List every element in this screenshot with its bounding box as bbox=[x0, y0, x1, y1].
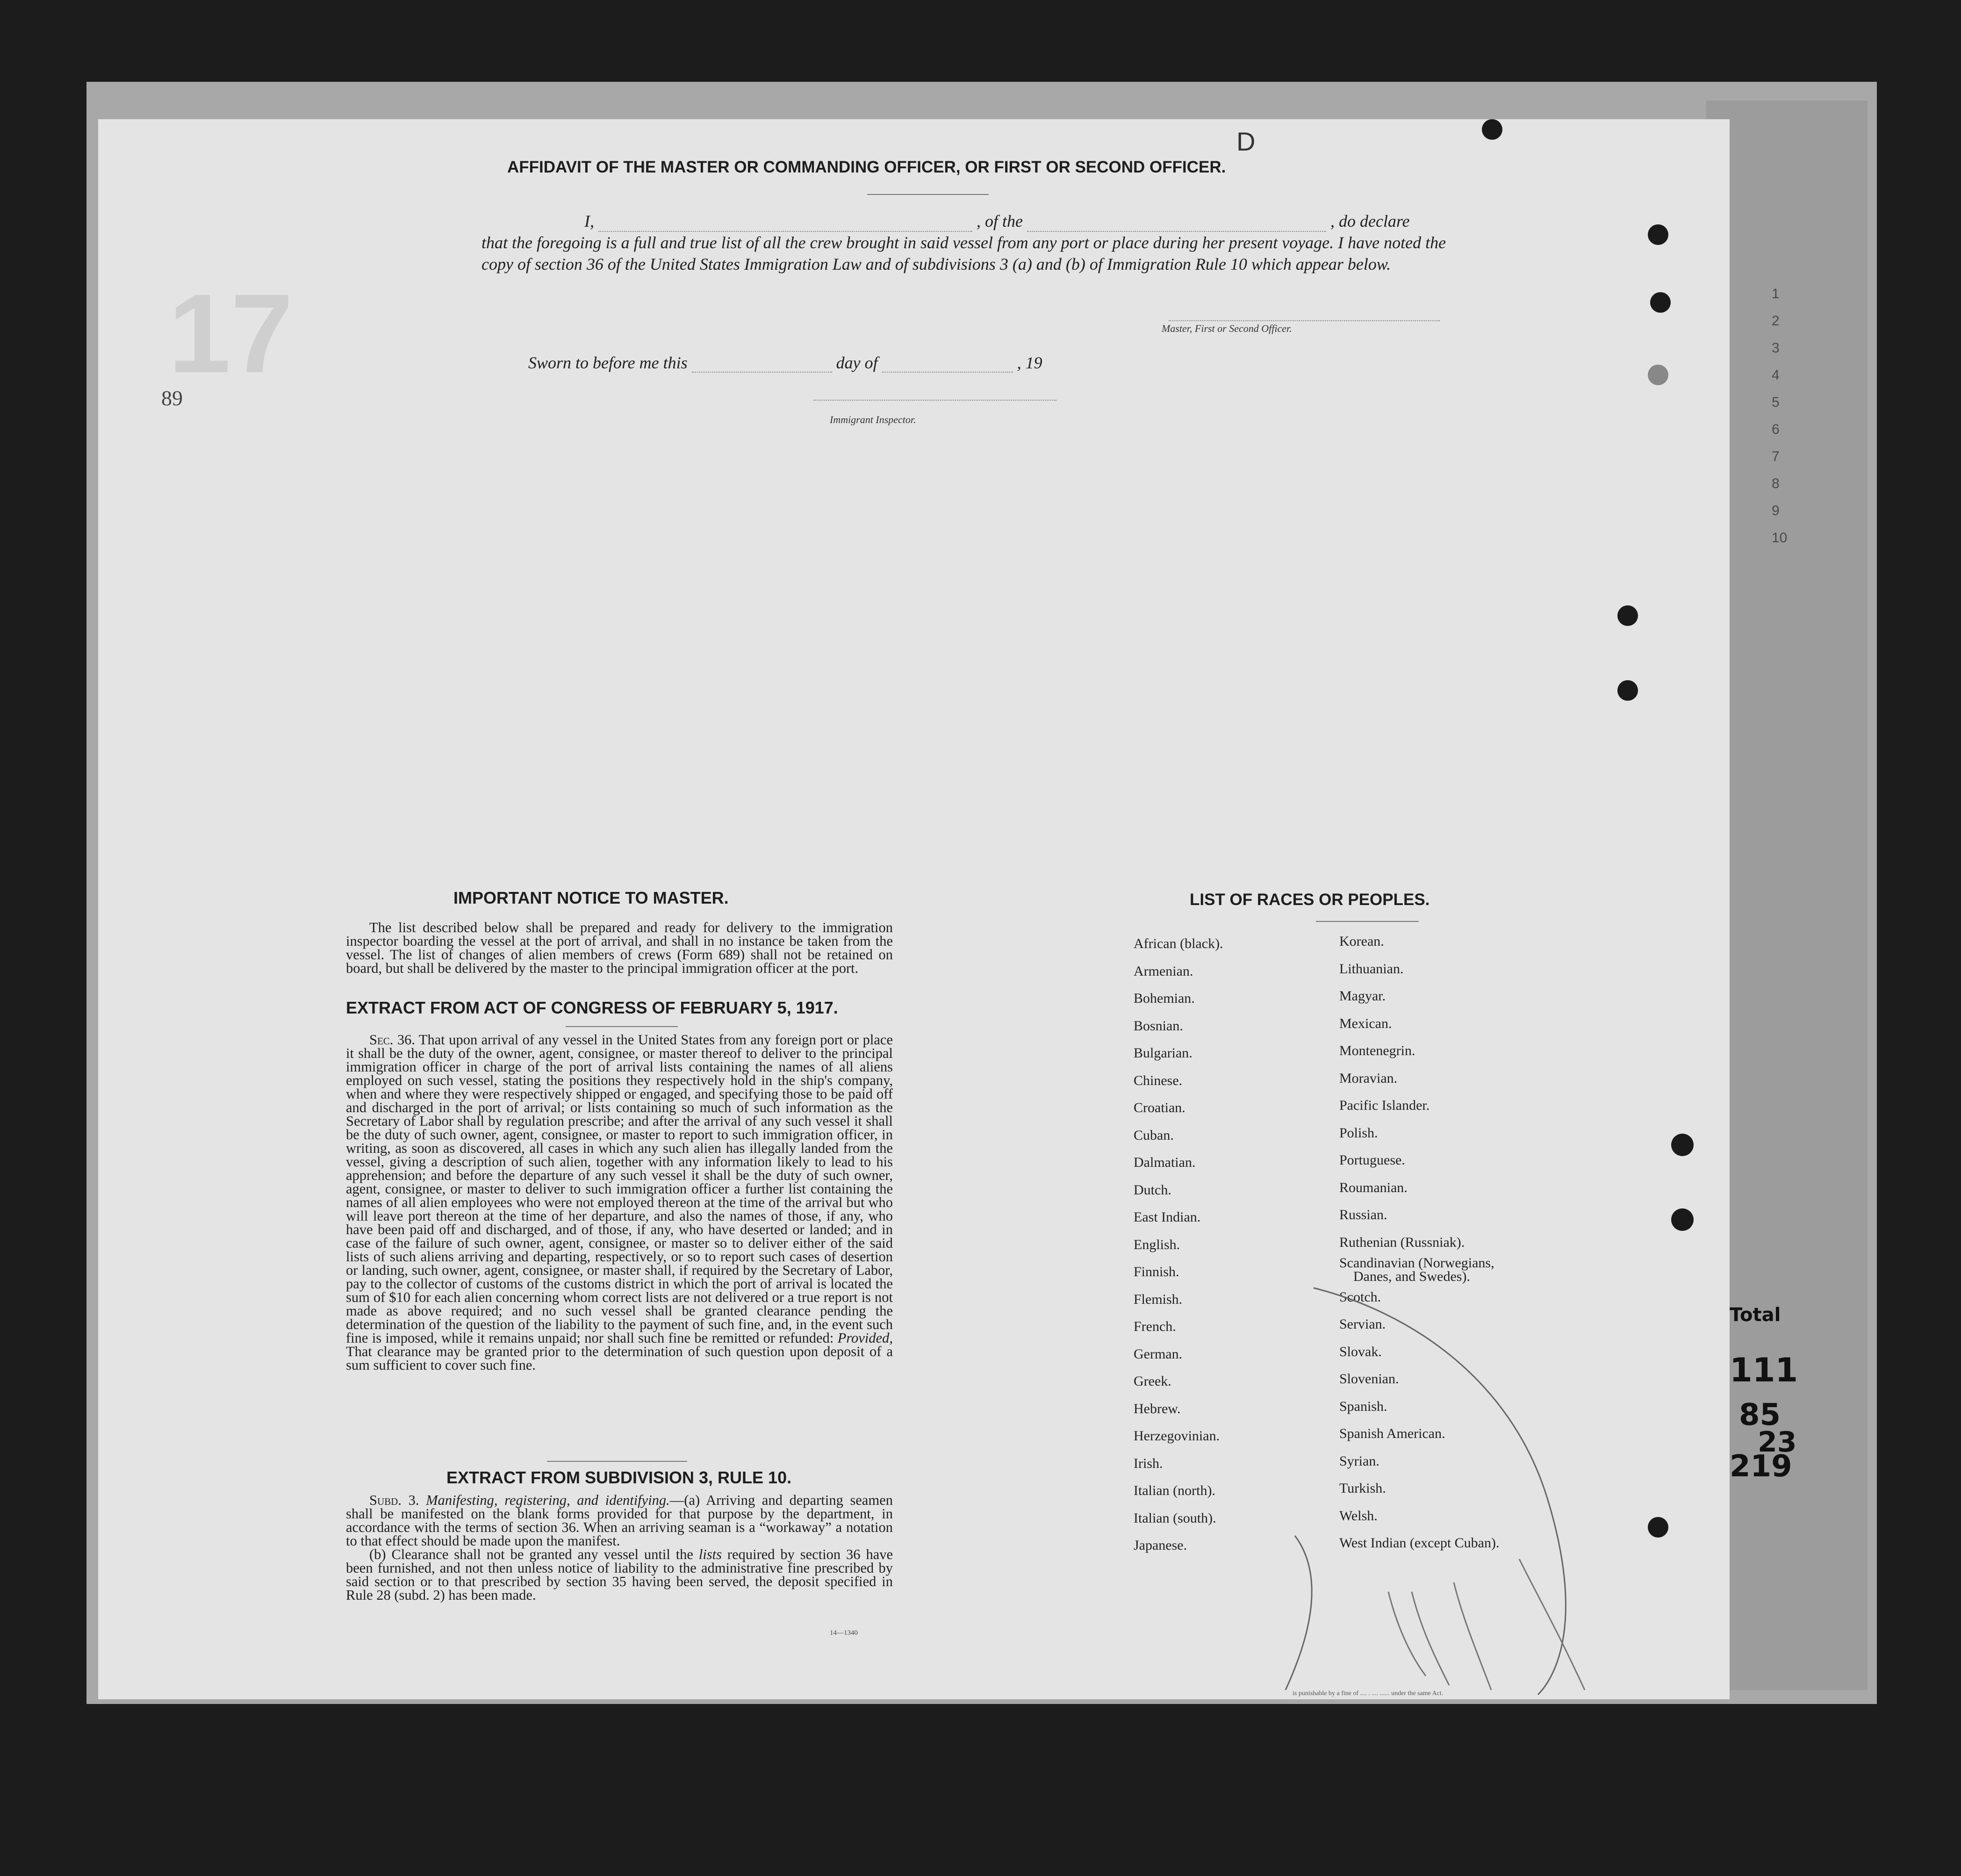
vessel-label: , of the bbox=[977, 212, 1023, 230]
race-item: Polish. bbox=[1339, 1125, 1378, 1141]
inspector-caption: Immigrant Inspector. bbox=[830, 414, 916, 425]
race-item: Herzegovinian. bbox=[1134, 1428, 1220, 1444]
divider bbox=[1316, 921, 1419, 922]
signature-line[interactable] bbox=[1169, 316, 1440, 321]
races-title: LIST OF RACES OR PEOPLES. bbox=[1190, 891, 1430, 909]
section-body: That upon arrival of any vessel in the United States from any foreign port or place it shall be the duty of the owner, agent, consignee, or master thereof to deliver to the principal immigration officer in charge of the port of arrival lists containing the names of all aliens employed on such vessel, stating the positions they respectively hold in the ship's company, when and where they were respectively shipped or engaged, and specifying those to be paid off and discharged in the port of arrival; or lists containing so much of such information as the Secretary of Labor shall by regulation prescribe; and after the arrival of any such vessel it shall be the duty of such owner, agent, consignee, or master to report to such immigration officer, in writing, as soon as discovered, all cases in which any such alien has illegally landed from the vessel, giving a description of such alien, together with any information likely to lead to his apprehension; and before the departure of any such vessel it shall be the duty of such owner, agent, consignee, or master to deliver to such immigration officer a further list containing the names of all alien employees who were not employed thereon at the time of the arrival but who will leave port thereon at the time of her departure, and also the names of those, if any, who have been paid off and discharged, and of those, if any, who have deserted or landed; and in case of the failure of such owner, agent, consignee, or master so to deliver either of the said lists of such aliens arriving and departing, respectively, or so to report such cases of desertion or landing, such owner, agent, consignee, or master shall, if required by the Secretary of Labor, pay to the collector of customs of the customs district in which the port of arrival is located the sum of $10 for each alien concerning whom correct lists are not delivered or a true report is not made as above required; and no such vessel shall be granted clearance pending the determination of the question of the liability to the payment of such fine, and, in the event such fine is imposed, while it remains unpaid; nor shall such fine be remitted or refunded: bbox=[346, 1032, 893, 1346]
sworn-day-of: day of bbox=[836, 353, 878, 372]
race-item: Chinese. bbox=[1134, 1072, 1183, 1088]
race-item: Irish. bbox=[1134, 1455, 1163, 1471]
tally-value-4: 219 bbox=[1730, 1449, 1792, 1484]
binder-hole bbox=[1617, 605, 1638, 626]
races-left-column bbox=[1134, 930, 1223, 1560]
declarant-label: I, bbox=[584, 212, 594, 230]
race-item: Pacific Islander. bbox=[1339, 1098, 1430, 1113]
top-mark: D bbox=[1236, 127, 1256, 156]
tally-label: Total bbox=[1730, 1304, 1781, 1326]
page-number: 89 bbox=[161, 386, 183, 410]
race-item: Syrian. bbox=[1339, 1453, 1379, 1469]
provided-word: Provided, bbox=[837, 1330, 893, 1346]
race-item: Finnish. bbox=[1134, 1264, 1179, 1279]
form-number: 14—1340 bbox=[830, 1629, 858, 1637]
inspector-signature-line[interactable] bbox=[813, 395, 1056, 401]
pencil-scribble bbox=[1257, 1255, 1678, 1699]
race-item: German. bbox=[1134, 1346, 1183, 1362]
section-label: Sec. 36. bbox=[369, 1032, 415, 1048]
binder-hole bbox=[1648, 365, 1668, 385]
race-item: Moravian. bbox=[1339, 1070, 1398, 1086]
race-item: Roumanian. bbox=[1339, 1179, 1408, 1195]
race-item: Servian. bbox=[1339, 1316, 1386, 1332]
race-item: West Indian (except Cuban). bbox=[1339, 1535, 1500, 1551]
extract-rule-title: EXTRACT FROM SUBDIVISION 3, RULE 10. bbox=[446, 1468, 792, 1487]
race-item: African (black). bbox=[1134, 936, 1223, 951]
race-item: Bosnian. bbox=[1134, 1018, 1183, 1034]
paragraph-a: —(a) Arriving and departing seamen shall be manifested on the blank forms provided for that purpose by the department, in accordance with the terms of section 36. When an arriving seaman is a “workaway” a notation to that effect should be made upon the manifest. bbox=[346, 1492, 893, 1549]
race-item: Magyar. bbox=[1339, 988, 1386, 1004]
race-item: East Indian. bbox=[1134, 1209, 1201, 1225]
race-item: Spanish. bbox=[1339, 1398, 1387, 1414]
race-item: Hebrew. bbox=[1134, 1401, 1181, 1416]
race-item: Greek. bbox=[1134, 1373, 1171, 1389]
race-item: Danes, and Swedes). bbox=[1353, 1269, 1470, 1284]
paragraph-b-start: (b) Clearance shall not be granted any vessel until the bbox=[369, 1546, 693, 1562]
race-item: Welsh. bbox=[1339, 1508, 1378, 1524]
tally-value-1: 111 bbox=[1730, 1351, 1798, 1389]
race-item: Italian (south). bbox=[1134, 1510, 1216, 1526]
divider bbox=[867, 194, 989, 195]
race-item: English. bbox=[1134, 1236, 1180, 1252]
race-item: Bulgarian. bbox=[1134, 1045, 1192, 1061]
sworn-day-field[interactable] bbox=[692, 372, 832, 373]
race-item: Portuguese. bbox=[1339, 1152, 1405, 1168]
race-item: Scandinavian (Norwegians, bbox=[1339, 1255, 1494, 1271]
tally-value-2: 85 bbox=[1739, 1398, 1781, 1432]
sworn-line bbox=[528, 353, 1042, 373]
binder-hole bbox=[1648, 224, 1668, 245]
race-item: Croatian. bbox=[1134, 1100, 1185, 1115]
rule-10-text bbox=[346, 1494, 893, 1602]
binder-hole bbox=[1671, 1134, 1694, 1156]
document-page bbox=[98, 119, 1730, 1699]
race-item: Armenian. bbox=[1134, 963, 1193, 979]
divider bbox=[547, 1461, 687, 1462]
affidavit-title: AFFIDAVIT OF THE MASTER OR COMMANDING OFFICER, OR FIRST OR SECOND OFFICER. bbox=[507, 158, 1226, 176]
race-item: Slovak. bbox=[1339, 1344, 1382, 1359]
race-item: French. bbox=[1134, 1319, 1176, 1334]
section-36-text bbox=[346, 1033, 893, 1372]
binder-hole bbox=[1650, 292, 1671, 313]
underlying-row-numbers: 1 2 3 4 5 6 7 8 9 10 bbox=[1772, 286, 1788, 546]
section-tail: That clearance may be granted prior to the determination of such question upon deposit of a sum sufficient to cover such fine. bbox=[346, 1344, 893, 1373]
notice-paragraph: The list described below shall be prepared and ready for delivery to the immigration inspector boarding the vessel at the port of arrival, and shall in no instance be taken from the vessel. The list of changes of alien members of crews (Form 689) shall not be retained on board, but shall be delivered by the master to the principal immigration officer at the port. bbox=[346, 920, 893, 976]
affidavit-body: that the foregoing is a full and true list of all the crew brought in said vessel from any port or place during her present voyage. I have noted the copy of section 36 of the United States Immigration Law and of subdivisions 3 (a) and (b) of Immigration Rule 10 which appear below. bbox=[481, 233, 1446, 273]
race-item: Dutch. bbox=[1134, 1182, 1171, 1198]
declare-text: , do declare bbox=[1330, 212, 1410, 230]
race-item: Korean. bbox=[1339, 934, 1384, 949]
race-item: Slovenian. bbox=[1339, 1371, 1399, 1387]
paragraph-b-lists: lists bbox=[698, 1546, 722, 1562]
tally-value-3: 23 bbox=[1758, 1426, 1797, 1459]
subdivision-heading: Manifesting, registering, and identifying. bbox=[426, 1492, 670, 1508]
race-item: Cuban. bbox=[1134, 1127, 1174, 1143]
affidavit-text bbox=[481, 210, 1463, 275]
binder-hole bbox=[1482, 119, 1502, 140]
race-item: Dalmatian. bbox=[1134, 1155, 1196, 1170]
race-item: Italian (north). bbox=[1134, 1483, 1215, 1498]
binder-hole bbox=[1617, 680, 1638, 701]
race-item: Bohemian. bbox=[1134, 991, 1195, 1006]
race-item: Montenegrin. bbox=[1339, 1043, 1415, 1058]
divider bbox=[566, 1026, 678, 1027]
race-item: Lithuanian. bbox=[1339, 961, 1404, 977]
race-item: Ruthenian (Russniak). bbox=[1339, 1234, 1465, 1250]
race-item: Japanese. bbox=[1134, 1538, 1187, 1553]
paragraph-b-rest: required by section 36 have been furnished, and not then unless notice of liability to the administrative fine prescribed by said section or to that prescribed by section 35 having been served, the deposit specified in Rule 28 (subd. 2) has been made. bbox=[346, 1546, 893, 1603]
bottom-text: is punishable by a fine of .... . .... ...... under the same Act. bbox=[1293, 1690, 1444, 1697]
signature-caption: Master, First or Second Officer. bbox=[1162, 323, 1292, 334]
race-item: Flemish. bbox=[1134, 1291, 1183, 1307]
corner-mark: 17 bbox=[168, 271, 293, 396]
notice-body bbox=[346, 921, 893, 975]
race-item: Scotch. bbox=[1339, 1289, 1381, 1305]
race-item: Russian. bbox=[1339, 1207, 1387, 1222]
race-item: Turkish. bbox=[1339, 1481, 1386, 1496]
extract-act-title: EXTRACT FROM ACT OF CONGRESS OF FEBRUARY 5, 1917. bbox=[346, 998, 838, 1017]
race-item: Spanish American. bbox=[1339, 1426, 1445, 1441]
sworn-prefix: Sworn to before me this bbox=[528, 353, 688, 372]
binder-hole bbox=[1671, 1208, 1694, 1231]
subdivision-label: Subd. 3. bbox=[369, 1492, 419, 1508]
sworn-year: , 19 bbox=[1017, 353, 1042, 372]
race-item: Mexican. bbox=[1339, 1015, 1392, 1031]
notice-title: IMPORTANT NOTICE TO MASTER. bbox=[453, 888, 729, 907]
sworn-month-field[interactable] bbox=[882, 372, 1013, 373]
